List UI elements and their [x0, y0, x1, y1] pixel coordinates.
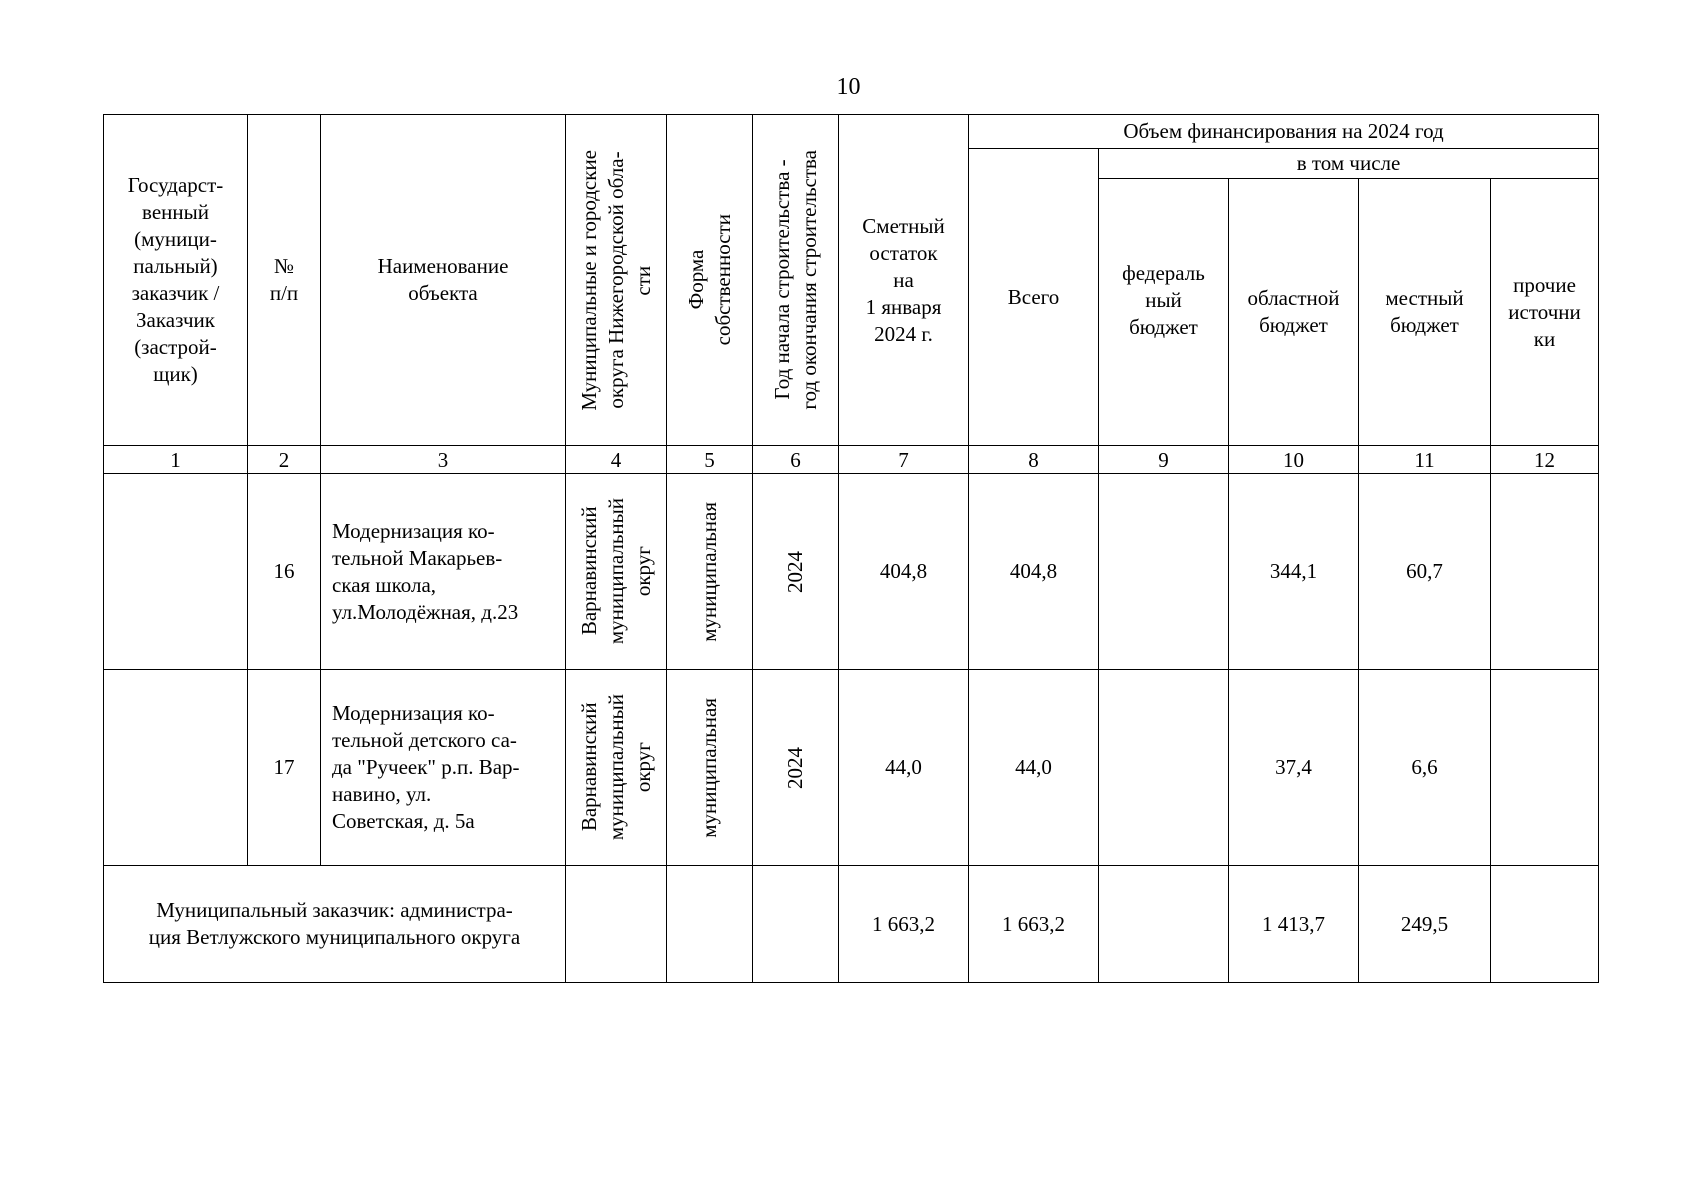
column-numbers-row: [104, 446, 1599, 474]
row-estimate: 44,0: [839, 670, 969, 866]
total-estimate: 1 663,2: [839, 866, 969, 983]
row-regional: 344,1: [1229, 474, 1359, 670]
header-funding: Объем финансирования на 2024 год: [969, 115, 1599, 149]
header-ownership: Форма собственности: [667, 115, 753, 446]
total-other: [1491, 866, 1599, 983]
col-number: 11: [1359, 446, 1491, 474]
total-years: [753, 866, 839, 983]
row-ownership: муниципальная: [667, 670, 753, 866]
header-district: Муниципальные и городские округа Нижегородской обла- сти: [566, 115, 667, 446]
header-object-name: Наименование объекта: [321, 115, 566, 446]
total-regional: 1 413,7: [1229, 866, 1359, 983]
row-ownership: муниципальная: [667, 474, 753, 670]
total-federal: [1099, 866, 1229, 983]
row-years: 2024: [753, 670, 839, 866]
row-local: 60,7: [1359, 474, 1491, 670]
row-customer: [104, 670, 248, 866]
row-object-name: Модернизация ко- тельной детского са- да "Ручеек" р.п. Вар- навино, ул. Советская, д. 5а: [321, 670, 566, 866]
row-district: Варнавинский муниципальный округ: [566, 474, 667, 670]
header-row-1: [104, 115, 1599, 149]
row-estimate: 404,8: [839, 474, 969, 670]
row-total: 44,0: [969, 670, 1099, 866]
header-local: местный бюджет: [1359, 179, 1491, 446]
header-regional: областной бюджет: [1229, 179, 1359, 446]
financing-table: [103, 114, 1599, 983]
header-num: № п/п: [248, 115, 321, 446]
header-including: в том числе: [1099, 149, 1599, 179]
row-local: 6,6: [1359, 670, 1491, 866]
total-row: [104, 866, 1599, 983]
row-regional: 37,4: [1229, 670, 1359, 866]
col-number: 5: [667, 446, 753, 474]
row-customer: [104, 474, 248, 670]
row-district: Варнавинский муниципальный округ: [566, 670, 667, 866]
col-number: 1: [104, 446, 248, 474]
row-num: 17: [248, 670, 321, 866]
header-other: прочие источни ки: [1491, 179, 1599, 446]
header-federal: федераль ный бюджет: [1099, 179, 1229, 446]
total-district: [566, 866, 667, 983]
total-total: 1 663,2: [969, 866, 1099, 983]
row-object-name: Модернизация ко- тельной Макарьев- ская школа, ул.Молодёжная, д.23: [321, 474, 566, 670]
table-row: [104, 474, 1599, 670]
col-number: 7: [839, 446, 969, 474]
total-ownership: [667, 866, 753, 983]
row-federal: [1099, 670, 1229, 866]
col-number: 2: [248, 446, 321, 474]
total-label: Муниципальный заказчик: администра- ция Ветлужского муниципального округа: [104, 866, 566, 983]
row-num: 16: [248, 474, 321, 670]
col-number: 4: [566, 446, 667, 474]
col-number: 9: [1099, 446, 1229, 474]
row-other: [1491, 474, 1599, 670]
col-number: 12: [1491, 446, 1599, 474]
row-total: 404,8: [969, 474, 1099, 670]
table-row: [104, 670, 1599, 866]
row-years: 2024: [753, 474, 839, 670]
col-number: 8: [969, 446, 1099, 474]
total-local: 249,5: [1359, 866, 1491, 983]
page-number: 10: [836, 74, 861, 100]
header-estimate: Сметный остаток на 1 января 2024 г.: [839, 115, 969, 446]
row-other: [1491, 670, 1599, 866]
col-number: 10: [1229, 446, 1359, 474]
col-number: 6: [753, 446, 839, 474]
header-years: Год начала строительства - год окончания строительства: [753, 115, 839, 446]
header-total: Всего: [969, 149, 1099, 446]
col-number: 3: [321, 446, 566, 474]
header-customer: Государст- венный (муници- пальный) заказчик / Заказчик (застрой- щик): [104, 115, 248, 446]
row-federal: [1099, 474, 1229, 670]
